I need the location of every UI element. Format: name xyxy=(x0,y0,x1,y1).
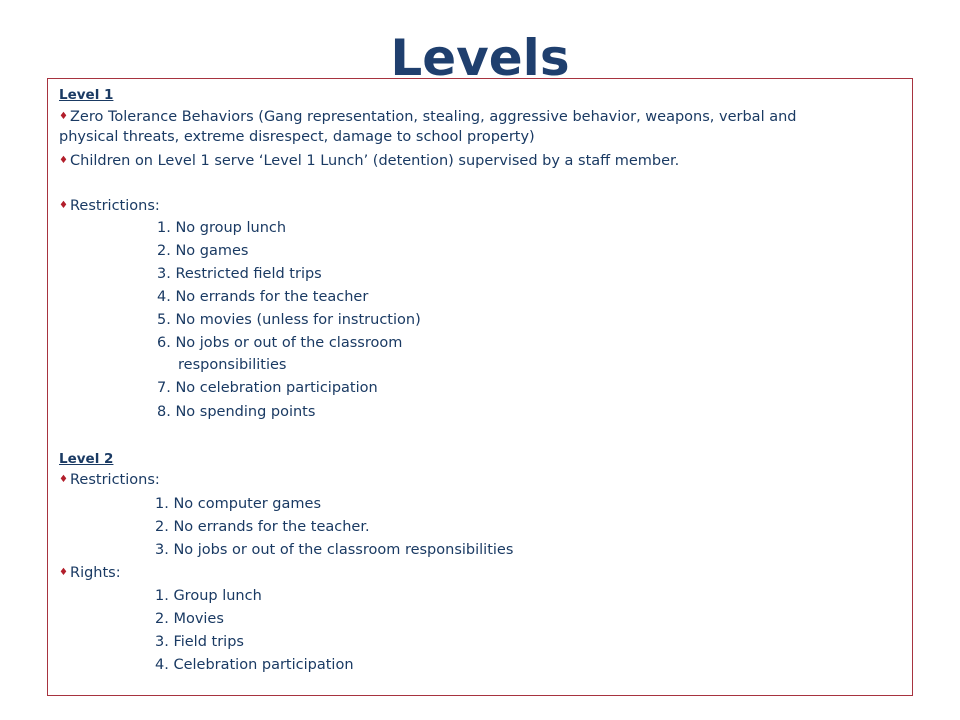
list-item: 4. Celebration participation xyxy=(155,657,354,673)
level-2-rights-label xyxy=(59,564,121,584)
level-2-restrictions-label-text: Restrictions: xyxy=(70,472,160,488)
list-item: 6. No jobs or out of the classroom xyxy=(157,335,403,351)
level-1-zero-tolerance-item xyxy=(59,108,854,146)
list-item: 2. Movies xyxy=(155,611,224,627)
list-item: 1. No computer games xyxy=(155,496,321,512)
level-2-rights-label-text: Rights: xyxy=(70,565,121,581)
level-1-restrictions-label xyxy=(59,197,160,217)
diamond-bullet-icon: ♦ xyxy=(59,200,68,211)
diamond-bullet-icon: ♦ xyxy=(59,567,68,578)
diamond-bullet-icon: ♦ xyxy=(59,155,68,166)
level-1-restrictions-label-text: Restrictions: xyxy=(70,198,160,214)
list-item: 3. Field trips xyxy=(155,634,244,650)
level-1-heading: Level 1 xyxy=(59,87,114,103)
list-item: 8. No spending points xyxy=(157,404,316,420)
list-item: 3. No jobs or out of the classroom responsibilities xyxy=(155,542,514,558)
list-item: 2. No errands for the teacher. xyxy=(155,519,370,535)
level-1-zero-tolerance-text: Zero Tolerance Behaviors (Gang representation, stealing, aggressive behavior, weapons, verbal and physical threats, extreme disrespect, damage to school property) xyxy=(59,109,797,145)
level-1-lunch-text: Children on Level 1 serve ‘Level 1 Lunch’ (detention) supervised by a staff member. xyxy=(70,153,680,169)
page-title: Levels xyxy=(390,29,570,87)
list-item-continuation: responsibilities xyxy=(178,357,287,373)
list-item: 7. No celebration participation xyxy=(157,380,378,396)
list-item: 1. Group lunch xyxy=(155,588,262,604)
diamond-bullet-icon: ♦ xyxy=(59,474,68,485)
level-1-lunch-item xyxy=(59,152,679,172)
list-item: 1. No group lunch xyxy=(157,220,287,236)
list-item: 3. Restricted field trips xyxy=(157,266,322,282)
level-2-restrictions-label xyxy=(59,471,160,491)
level-2-heading: Level 2 xyxy=(59,451,114,467)
list-item: 4. No errands for the teacher xyxy=(157,289,369,305)
list-item: 5. No movies (unless for instruction) xyxy=(157,312,421,328)
list-item: 2. No games xyxy=(157,243,249,259)
diamond-bullet-icon: ♦ xyxy=(59,111,68,122)
